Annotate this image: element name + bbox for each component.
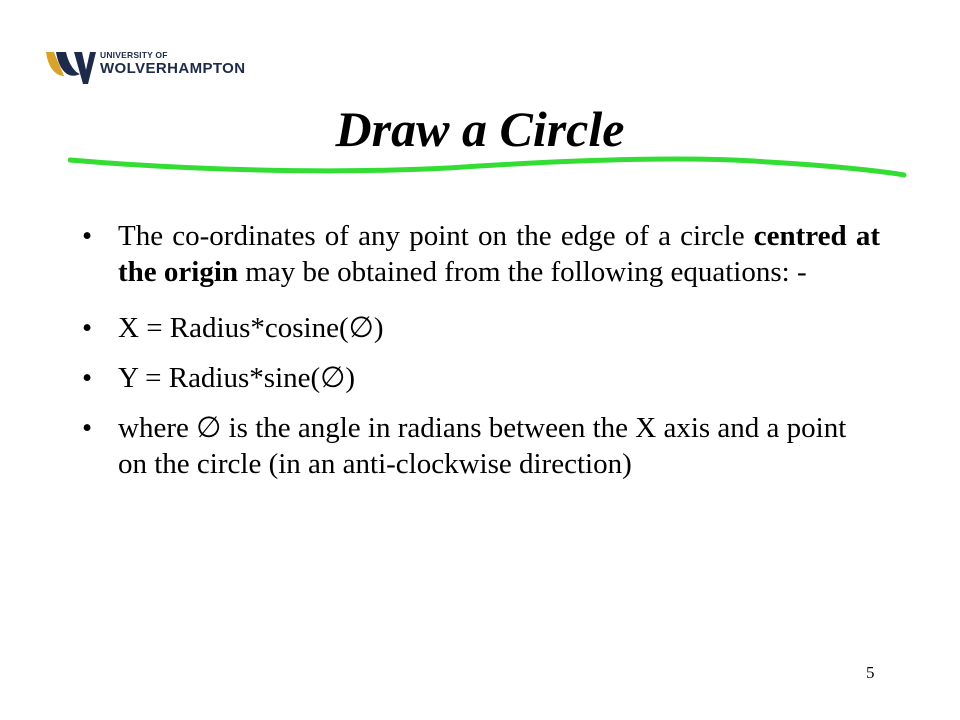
- university-logo: [44, 46, 244, 88]
- bullet-item: [80, 410, 880, 482]
- slide-title: Draw a Circle: [335, 101, 625, 157]
- title-underline: [68, 150, 908, 182]
- bullet-text: where ∅ is the angle in radians between the X axis and a point on the circle (in an anti-clockwise direction): [118, 412, 847, 480]
- university-logo-mark-icon: [44, 46, 96, 88]
- logo-small-text: UNIVERSITY OF: [100, 50, 168, 60]
- bullet-text: may be obtained from the following equations: -: [238, 256, 807, 288]
- bullet-bold-text: centred at the origin: [118, 220, 880, 288]
- page-number: 5: [866, 663, 875, 682]
- bullet-list: [80, 218, 880, 482]
- bullet-item: [80, 218, 880, 290]
- bullet-text: Y = Radius*sine(∅): [118, 362, 356, 394]
- bullet-item: [80, 360, 880, 396]
- bullet-text: X = Radius*cosine(∅): [118, 312, 384, 344]
- bullet-text: The co-ordinates of any point on the edge of a circle: [118, 220, 754, 252]
- bullet-item: [80, 310, 880, 346]
- logo-big-text: WOLVERHAMPTON: [100, 60, 246, 77]
